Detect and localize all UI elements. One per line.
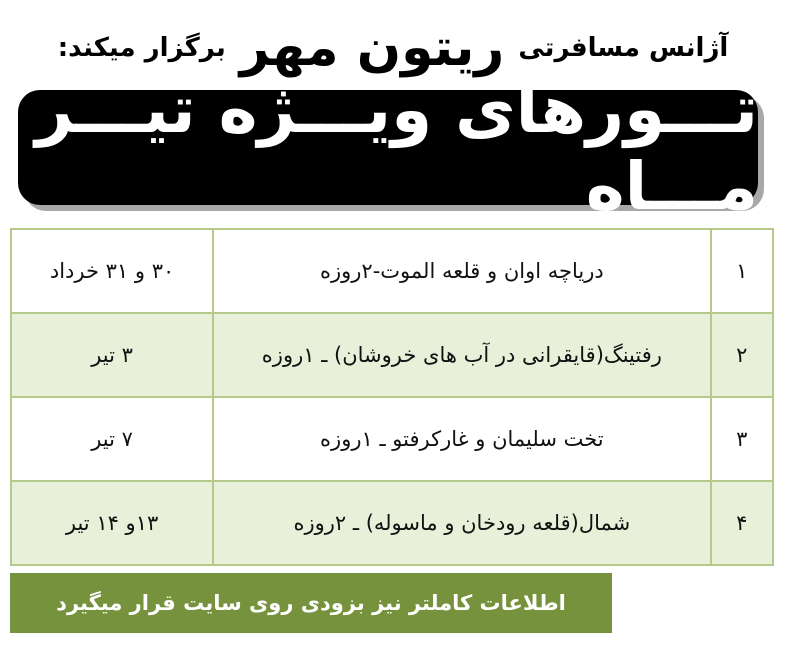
tour-date: ۳ تیر: [11, 313, 213, 397]
tour-number: ۴: [711, 481, 773, 565]
tour-destination: رفتینگ(قایقرانی در آب های خروشان) ـ ۱روزه: [213, 313, 710, 397]
tour-number: ۳: [711, 397, 773, 481]
tour-number: ۱: [711, 229, 773, 313]
tour-date: ۱۳و ۱۴ تیر: [11, 481, 213, 565]
tour-number: ۲: [711, 313, 773, 397]
header-suffix: برگزار میکند:: [57, 33, 226, 63]
tour-destination: تخت سلیمان و غارکرفتو ـ ۱روزه: [213, 397, 710, 481]
banner-title: تـــورهای ویـــژه تیـــر مـــاه: [35, 70, 758, 225]
footer-text: اطلاعات کاملتر نیز بزودی روی سایت قرار میگیرد: [56, 591, 566, 615]
table-row: [11, 313, 773, 397]
table-row: [11, 397, 773, 481]
header-prefix: آژانس مسافرتی: [518, 33, 729, 63]
tour-date: ۷ تیر: [11, 397, 213, 481]
tour-destination: شمال(قلعه رودخان و ماسوله) ـ ۲روزه: [213, 481, 710, 565]
tours-table: [10, 228, 774, 566]
table-row: [11, 229, 773, 313]
agency-brand-name: ریتون مهر: [239, 18, 505, 78]
table-row: [11, 481, 773, 565]
tour-destination: دریاچه اوان و قلعه الموت-۲روزه: [213, 229, 710, 313]
footer-notice: [10, 573, 612, 633]
tour-date: ۳۰ و ۳۱ خرداد: [11, 229, 213, 313]
title-banner: [18, 70, 758, 225]
